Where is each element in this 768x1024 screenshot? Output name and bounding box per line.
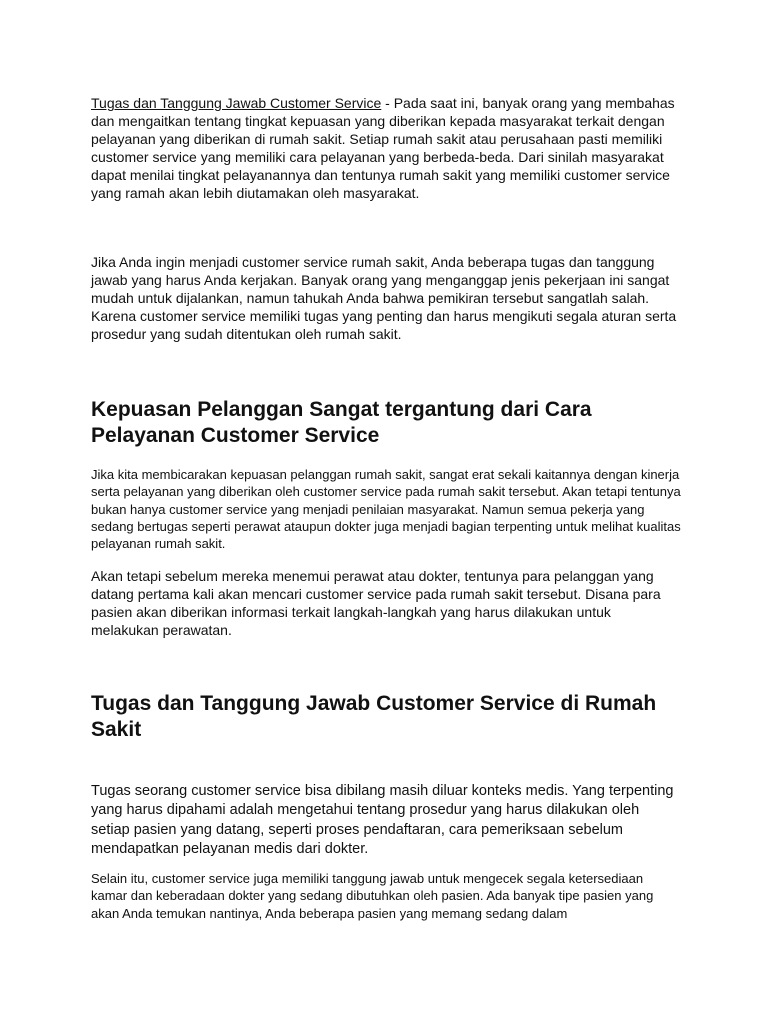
intro-paragraph [91,94,681,202]
section-heading-tugas: Tugas dan Tanggung Jawab Customer Service di Rumah Sakit [91,692,657,741]
section-heading-kepuasan: Kepuasan Pelanggan Sangat tergantung dari Cara Pelayanan Customer Service [91,398,592,447]
paragraph-5: Tugas seorang customer service bisa dibilang masih diluar konteks medis. Yang terpenting yang harus dipahami adalah mengetahui tentang prosedur yang harus dilakukan oleh setiap pasien yang datang, seperti proses pendaftaran, cara pemeriksaan sebelum mendapatkan pelayanan medis dari dokter. [91,783,674,857]
paragraph-2: Jika Anda ingin menjadi customer service rumah sakit, Anda beberapa tugas dan tanggung jawab yang harus Anda kerjakan. Banyak orang yang menganggap jenis pekerjaan ini sangat mudah untuk dijalankan, namun tahukah Anda bahwa pemikiran tersebut sangatlah salah. Karena customer service memiliki tugas yang penting dan harus mengikuti segala aturan serta prosedur yang sudah ditentukan oleh rumah sakit. [91,254,677,342]
paragraph-6: Selain itu, customer service juga memiliki tanggung jawab untuk mengecek segala ketersediaan kamar dan keberadaan dokter yang sedang dibutuhkan oleh pasien. Ada banyak tipe pasien yang akan Anda temukan nantinya, Anda beberapa pasien yang memang sedang dalam [91,871,654,921]
intro-paragraph-text: - Pada saat ini, banyak orang yang membahas dan mengaitkan tentang tingkat kepuasan yang diberikan kepada masyarakat terkait dengan pelayanan yang diberikan di rumah sakit. Setiap rumah sakit atau perusahaan pasti memiliki customer service yang memiliki cara pelayanan yang berbeda-beda. Dari sinilah masyarakat dapat menilai tingkat pelayanannya dan tentunya rumah sakit yang memiliki customer service yang ramah akan lebih diutamakan oleh masyarakat. [91,95,675,201]
article-title-link[interactable]: Tugas dan Tanggung Jawab Customer Service [91,95,382,111]
paragraph-3: Jika kita membicarakan kepuasan pelanggan rumah sakit, sangat erat sekali kaitannya dengan kinerja serta pelayanan yang diberikan oleh customer service pada rumah sakit tersebut. Akan tetapi tentunya bukan hanya customer service yang menjadi penilaian masyarakat. Namun semua pekerja yang sedang bertugas seperti perawat ataupun dokter juga menjadi bagian terpenting untuk melihat kualitas pelayanan rumah sakit. [91,467,681,552]
paragraph-4: Akan tetapi sebelum mereka menemui perawat atau dokter, tentunya para pelanggan yang datang pertama kali akan mencari customer service pada rumah sakit tersebut. Disana para pasien akan diberikan informasi terkait langkah-langkah yang harus dilakukan untuk melakukan perawatan. [91,568,661,638]
